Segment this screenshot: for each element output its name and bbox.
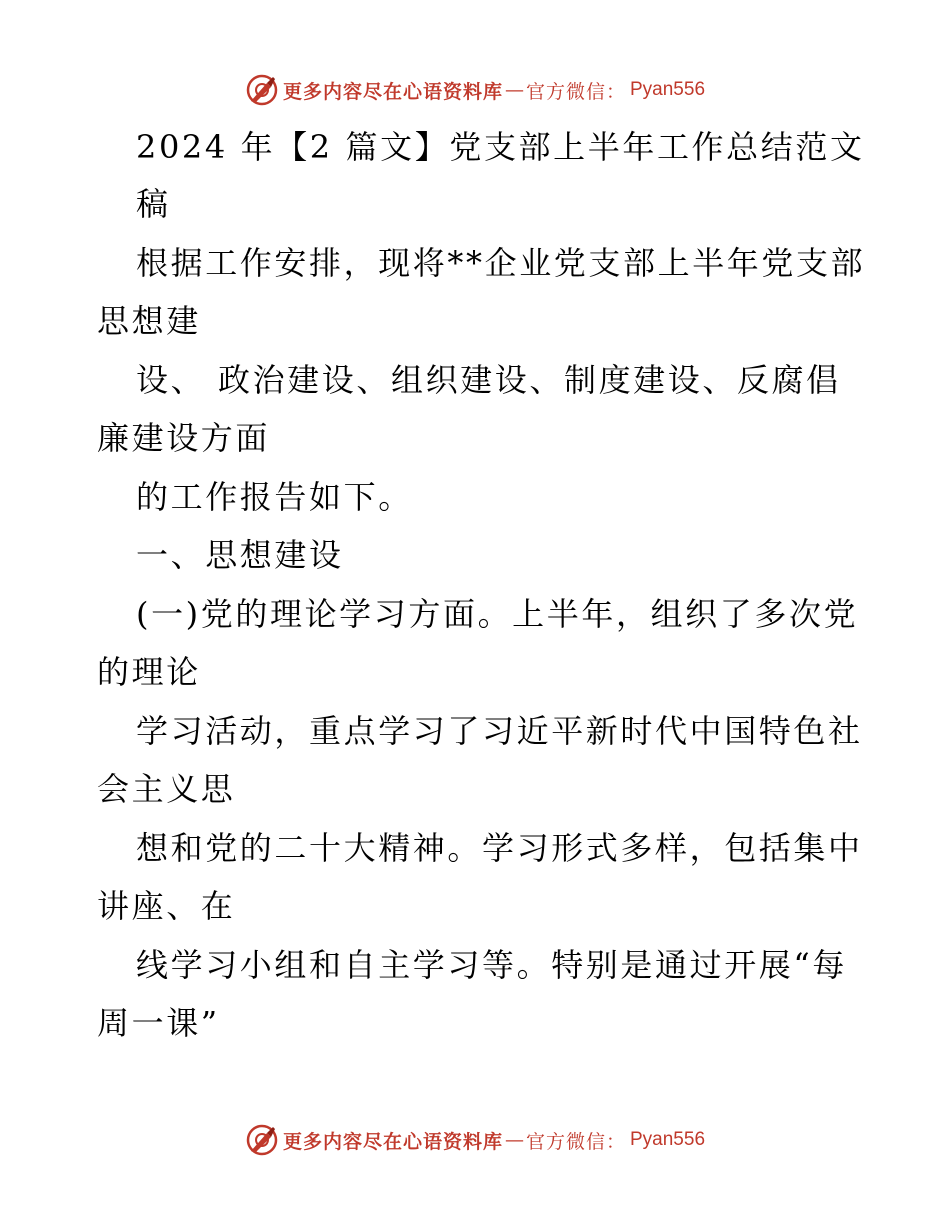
banner-wechat-id: Pyan556 <box>630 1129 706 1150</box>
doc-text-line: 的工作报告如下。 <box>136 478 413 516</box>
doc-text-line: 根据工作安排，现将**企业党支部上半年党支部 <box>136 244 866 282</box>
doc-section-heading: 一、思想建设 <box>136 536 344 574</box>
doc-text-line: 周一课” <box>97 1004 220 1042</box>
banner-wechat-label: 官方微信： <box>525 80 626 103</box>
doc-text-line: 的理论 <box>97 653 201 691</box>
banner-wechat-id: Pyan556 <box>630 79 706 100</box>
doc-text-line: 思想建 <box>97 302 201 340</box>
doc-text-line: 讲座、在 <box>97 887 236 925</box>
doc-text-line: 设、 政治建设、组织建设、制度建设、反腐倡 <box>136 361 841 399</box>
header-banner <box>0 70 950 110</box>
banner-brand-text: 更多内容尽在心语资料库 <box>282 1130 503 1153</box>
pen-logo-icon <box>245 73 279 107</box>
pen-logo-icon <box>245 1123 279 1157</box>
banner-brand-text: 更多内容尽在心语资料库 <box>282 80 503 103</box>
doc-text-line: 廉建设方面 <box>97 419 271 457</box>
banner-dash: — <box>504 1129 524 1151</box>
doc-title-line-2: 稿 <box>136 185 171 223</box>
doc-text-line: 线学习小组和自主学习等。特别是通过开展“每 <box>136 946 847 984</box>
doc-title-line-1: 2024 年【2 篇文】党支部上半年工作总结范文 <box>136 128 865 166</box>
doc-text-line: 想和党的二十大精神。学习形式多样，包括集中 <box>136 829 863 867</box>
doc-text-line: 学习活动，重点学习了习近平新时代中国特色社 <box>136 712 863 750</box>
doc-text-line: (一)党的理论学习方面。上半年，组织了多次党 <box>136 595 859 633</box>
doc-text-line: 会主义思 <box>97 770 236 808</box>
footer-banner <box>0 1120 950 1160</box>
banner-wechat-label: 官方微信： <box>525 1130 626 1153</box>
banner-dash: — <box>504 79 524 101</box>
